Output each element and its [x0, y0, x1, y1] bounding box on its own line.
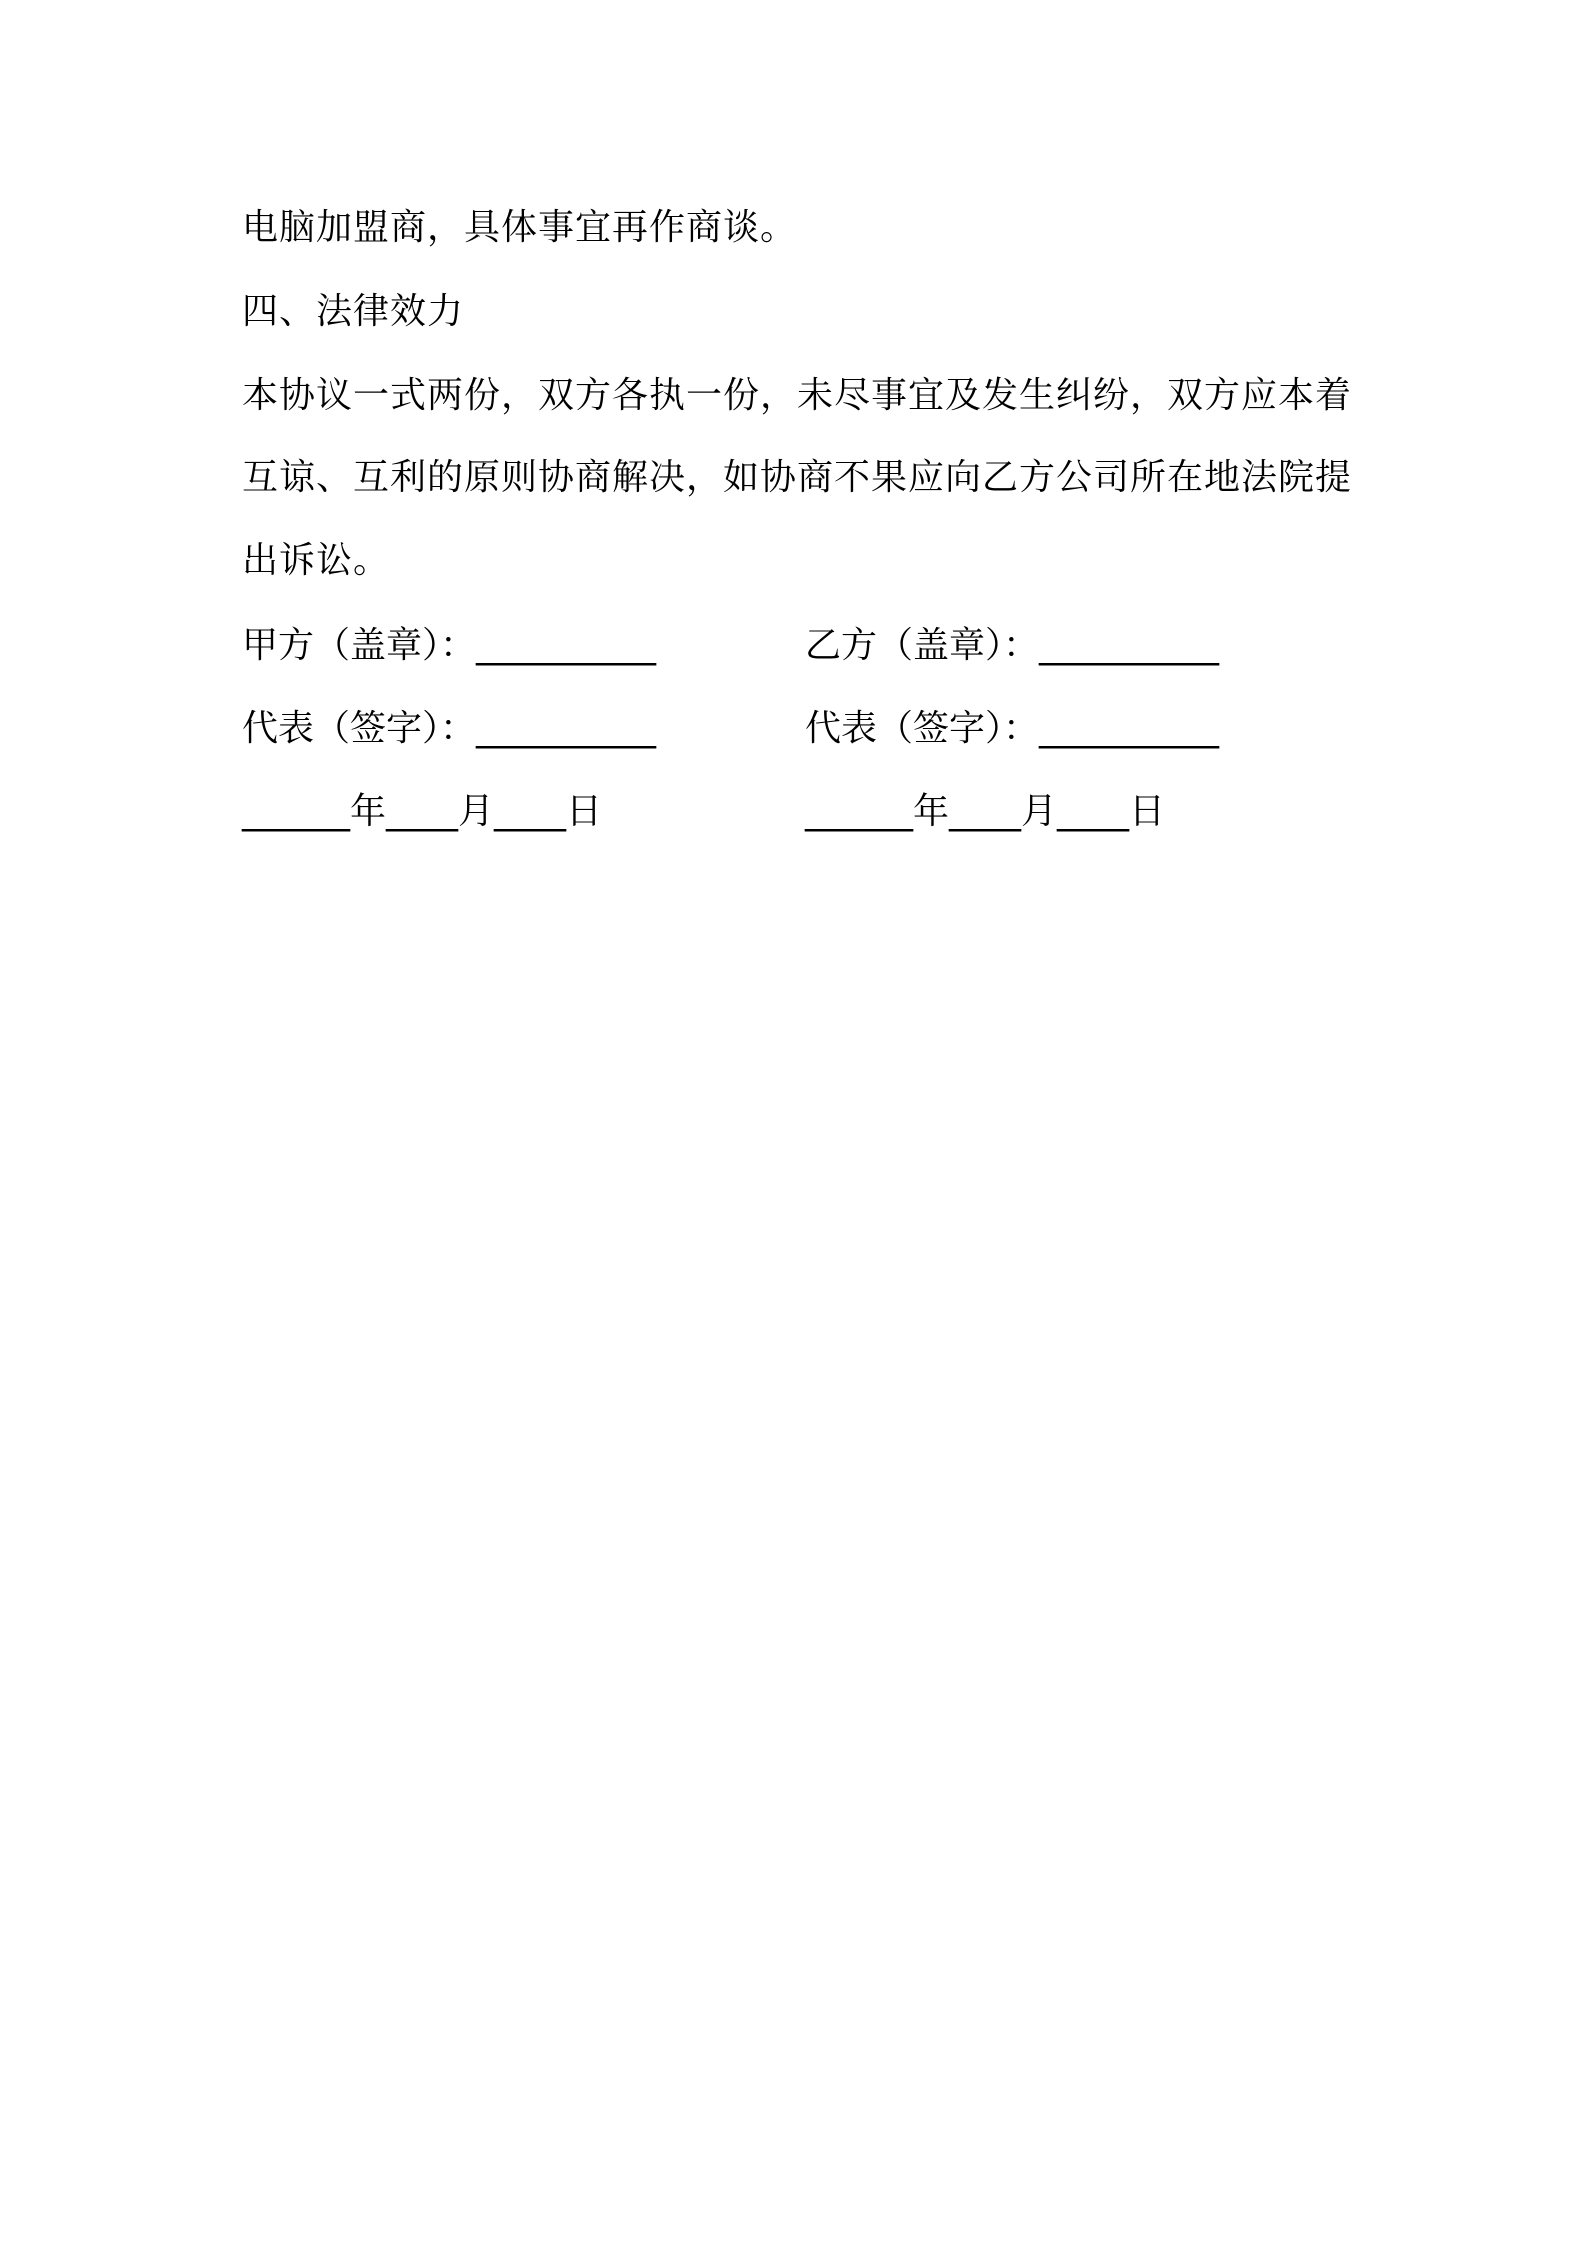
signature-row-seal — [242, 622, 1342, 670]
party-b-representative-field: 代表（签字）：__________ — [805, 708, 1220, 749]
party-a-date-field: ______年____月____日 — [242, 791, 602, 832]
party-a-representative-field: 代表（签字）：__________ — [242, 708, 657, 749]
signature-row-date — [242, 788, 1342, 836]
signature-row-representative — [242, 705, 1342, 753]
section-heading-legal-effect: 四、法律效力 — [242, 291, 465, 332]
paragraph-continuation: 电脑加盟商，具体事宜再作商谈。 — [242, 207, 798, 248]
party-b-seal-field: 乙方（盖章）：__________ — [805, 625, 1220, 666]
party-a-seal-field: 甲方（盖章）：__________ — [242, 625, 657, 666]
paragraph-legal-effect-line-3: 出诉讼。 — [242, 540, 391, 581]
paragraph-legal-effect-line-1: 本协议一式两份，双方各执一份，未尽事宜及发生纠纷，双方应本着 — [242, 375, 1353, 416]
party-b-date-field: ______年____月____日 — [805, 791, 1165, 832]
paragraph-legal-effect-line-2: 互谅、互利的原则协商解决，如协商不果应向乙方公司所在地法院提 — [242, 457, 1353, 498]
